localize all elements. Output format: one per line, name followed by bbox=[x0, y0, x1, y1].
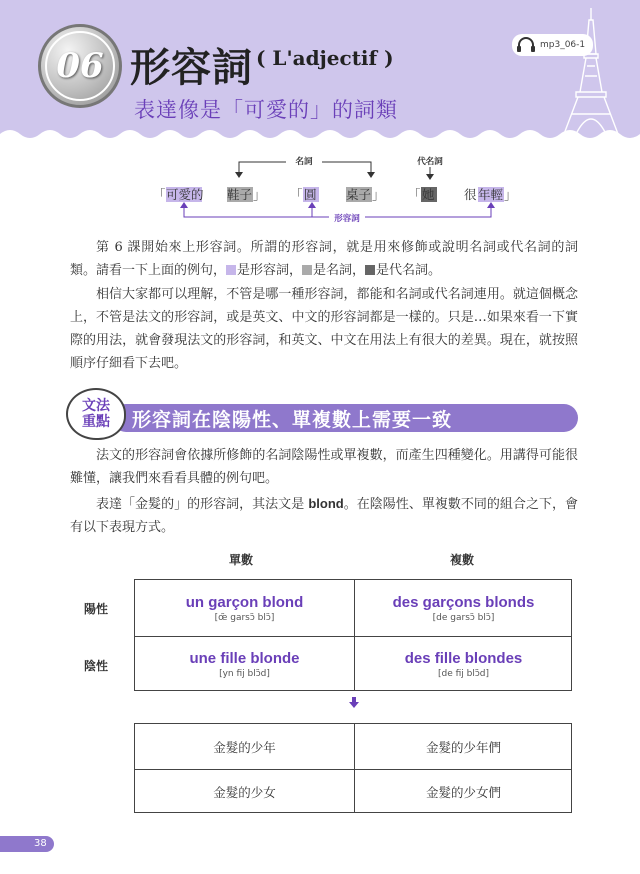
down-arrow-icon bbox=[349, 697, 359, 709]
table-cell bbox=[354, 580, 573, 636]
table-cell bbox=[135, 580, 354, 636]
phonetic: [yn fij blɔ̃d] bbox=[219, 668, 270, 679]
eiffel-tower-icon bbox=[556, 6, 626, 134]
page-number: 38 bbox=[34, 838, 47, 849]
phrase3-middle: 很 bbox=[464, 187, 477, 202]
french-phrase: un garçon blond bbox=[185, 593, 304, 611]
pronoun-swatch bbox=[365, 265, 375, 275]
adjective-arrow-1-icon bbox=[180, 202, 188, 208]
translation-cell: 金髮的少女們 bbox=[425, 784, 501, 800]
label-pronoun: 代名詞 bbox=[417, 157, 443, 167]
lesson-title: 形容詞 bbox=[130, 45, 253, 91]
audio-track-label: mp3_06-1 bbox=[540, 40, 586, 50]
lesson-subtitle: ( L'adjectif ) bbox=[256, 46, 394, 70]
phonetic: [œ̃ garsɔ̃ blɔ̃] bbox=[214, 612, 275, 623]
phrase3-adjective: 年輕 bbox=[478, 187, 504, 202]
headphones-icon bbox=[516, 37, 536, 53]
noun-arrow-left-icon bbox=[235, 172, 243, 178]
phrase1-open: 「 bbox=[153, 187, 166, 202]
translation-cell: 金髮的少女 bbox=[213, 784, 276, 800]
phrase2-noun: 桌子 bbox=[346, 187, 372, 202]
intro-p1-text-c: 是名詞， bbox=[313, 263, 366, 278]
header-wave-edge bbox=[0, 126, 640, 140]
phrase3-pronoun: 她 bbox=[422, 187, 435, 202]
row-header-feminine: 陰性 bbox=[84, 659, 109, 673]
french-phrase: des garçons blonds bbox=[392, 593, 535, 611]
lesson-number-badge bbox=[38, 24, 122, 108]
phrase3-close: 」 bbox=[504, 187, 517, 202]
table-cell bbox=[135, 636, 354, 692]
grammar-point-title: 形容詞在陰陽性、單複數上需要一致 bbox=[132, 409, 453, 431]
phrase2-open: 「 bbox=[290, 187, 303, 202]
french-phrase: une fille blonde bbox=[189, 649, 300, 667]
grammar-paragraph-1: 法文的形容詞會依據所修飾的名詞陰陽性或單複數，而產生四種變化。用講得可能很難懂，讓我們來看看具體的例句吧。 bbox=[70, 448, 578, 486]
intro-p1-text-d: 是代名詞。 bbox=[376, 263, 442, 278]
translation-cell: 金髮的少年們 bbox=[425, 739, 501, 755]
intro-paragraph-2: 相信大家都可以理解，不管是哪一種形容詞，都能和名詞或代名詞連用。就這個概念上，不管是法文的形容詞，或是英文、中文的形容詞都是一樣的。只是…如果來看一下實際的用法，就會發現法文的形容詞，和英文、中文在用法上有很大的差異。現在，就按照順序仔細看下去吧。 bbox=[70, 287, 578, 371]
translation-table bbox=[134, 723, 572, 813]
grammar-p2-keyword: blond bbox=[308, 496, 344, 511]
pronoun-arrow-icon bbox=[426, 174, 434, 180]
grammar-badge-line2: 重點 bbox=[82, 414, 110, 430]
grammar-paragraph-2 bbox=[70, 492, 578, 539]
intro-paragraph-1 bbox=[70, 236, 578, 282]
intro-p1-text-b: 是形容詞， bbox=[237, 263, 303, 278]
column-header-plural: 複數 bbox=[450, 553, 475, 567]
intro-p1-text-a: 第 6 課開始來上形容詞。所謂的形容詞，就是用來修飾或說明名詞或代名詞的詞類。請看一下上面的例句， bbox=[70, 240, 578, 278]
grammar-p2-text-b: 。在陰陽性、單複數不同的組合之下，會有以下表現方式。 bbox=[70, 497, 578, 535]
french-phrase: des fille blondes bbox=[404, 649, 523, 667]
lesson-description: 表達像是「可愛的」的詞類 bbox=[134, 98, 398, 122]
phrase3-open: 「 bbox=[408, 187, 421, 202]
row-header-masculine: 陽性 bbox=[84, 602, 109, 616]
noun-swatch bbox=[302, 265, 312, 275]
phrase1-close: 」 bbox=[253, 187, 266, 202]
phrase1-adjective: 可愛的 bbox=[166, 187, 204, 202]
phrase2-adjective: 圓 bbox=[304, 187, 317, 202]
noun-arrow-right-icon bbox=[367, 172, 375, 178]
column-header-singular: 單數 bbox=[229, 553, 254, 567]
grammar-badge-line1: 文法 bbox=[82, 398, 110, 414]
phonetic: [de garsɔ̃ blɔ̃] bbox=[432, 612, 495, 623]
label-noun: 名詞 bbox=[295, 157, 313, 167]
phrase2-close: 」 bbox=[372, 187, 385, 202]
grammar-p2-text-a: 表達「金髮的」的形容詞，其法文是 bbox=[96, 497, 309, 512]
adjective-swatch bbox=[226, 265, 236, 275]
agreement-table bbox=[134, 579, 572, 691]
label-adjective: 形容詞 bbox=[334, 214, 360, 224]
example-diagram bbox=[0, 140, 640, 230]
phonetic: [de fij blɔ̃d] bbox=[437, 668, 490, 679]
phrase1-noun: 鞋子 bbox=[227, 187, 253, 202]
lesson-header bbox=[0, 0, 640, 140]
adjective-arrow-3-icon bbox=[487, 202, 495, 208]
translation-cell: 金髮的少年 bbox=[213, 739, 276, 755]
table-cell bbox=[354, 636, 573, 692]
grammar-point-badge bbox=[66, 388, 126, 440]
lesson-number: 06 bbox=[45, 31, 115, 101]
adjective-arrow-2-icon bbox=[308, 202, 316, 208]
